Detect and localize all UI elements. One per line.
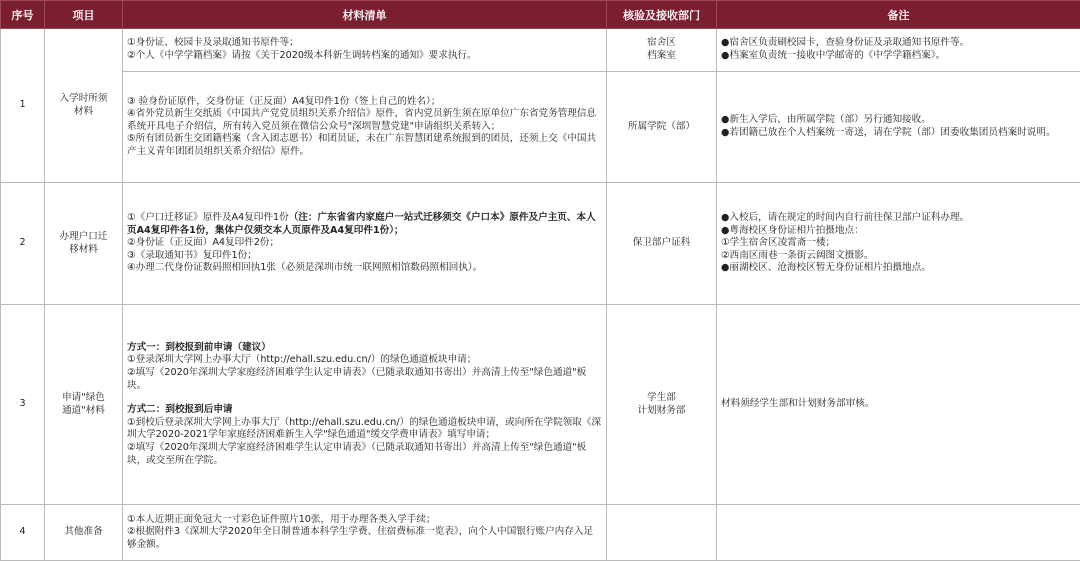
method2-title: 方式二：到校报到后申请 <box>127 404 233 416</box>
material-line: ①身份证、校园卡及录取通知书原件等； <box>127 37 299 49</box>
header-notes: 备注 <box>717 1 1080 29</box>
material-line: ⑤所有团员新生交团籍档案（含入团志愿书）和团员证，未在广东智慧团建系统报到的团员，还须上交《中国共产主义青年团团员组织关系介绍信》原件。 <box>127 133 597 157</box>
row-item: 办理户口迁移材料 <box>45 183 123 305</box>
note-line: ●宿舍区负责刷校园卡，查验身份证及录取通知书原件等。 <box>721 37 970 49</box>
note-line: ●丽湖校区、沧海校区暂无身份证相片拍摄地点。 <box>721 262 931 274</box>
material-bold-note: （注：广东省省内家庭户一站式迁移须交《户口本》原件及户主页、本人页A4复印件各1份，集体户仅须交本人页原件及A4复印件1份）； <box>127 212 596 236</box>
materials-cell <box>123 183 607 305</box>
dept-line: 宿舍区 <box>647 37 676 49</box>
dept-cell <box>607 505 717 561</box>
material-line <box>127 212 602 237</box>
dept-cell <box>607 305 717 505</box>
material-line: ③ 验身份证原件，交身份证（正反面）A4复印件1份（签上自己的姓名）； <box>127 95 441 107</box>
row-number: 2 <box>1 183 45 305</box>
header-materials: 材料清单 <box>123 1 607 29</box>
material-line: ④办理二代身份证数码照相回执1张（必须是深圳市统一联网照相馆数码照相回执）。 <box>127 262 483 274</box>
material-line: ③《录取通知书》复印件1份； <box>127 249 257 261</box>
material-line: ①登录深圳大学网上办事大厅（http://ehall.szu.edu.cn/）的绿色通道板块申请； <box>127 354 477 366</box>
row-number: 3 <box>1 305 45 505</box>
table-row <box>1 305 1080 505</box>
note-line: ②西南区雨巷一条街云阔图文摄影。 <box>721 249 874 261</box>
materials-cell <box>123 305 607 505</box>
table-row <box>1 72 1080 183</box>
materials-cell <box>123 29 607 72</box>
note-line: ●入校后，请在规定的时间内自行前往保卫部户证科办理。 <box>721 212 970 224</box>
note-line: ●档案室负责统一接收中学邮寄的《中学学籍档案》。 <box>721 50 946 61</box>
dept-cell <box>607 29 717 72</box>
note-line: ●新生入学后，由所属学院（部）另行通知接收。 <box>721 114 931 126</box>
spacer <box>127 392 602 404</box>
material-line: ②根据附件3《深圳大学2020年全日制普通本科学生学费、住宿费标准一览表》，向个人中国银行账户内存入足够金额。 <box>127 526 594 550</box>
dept-line: 档案室 <box>647 50 676 61</box>
dept-line: 学生部 <box>647 391 676 403</box>
dept-line: 计划财务部 <box>637 404 686 416</box>
row-number: 1 <box>1 29 45 183</box>
row-item: 其他准备 <box>45 505 123 561</box>
notes-cell <box>717 183 1080 305</box>
materials-cell <box>123 72 607 183</box>
notes-cell <box>717 505 1080 561</box>
note-line: ①学生宿舍区凌霄斋一楼； <box>721 237 836 249</box>
table-row <box>1 29 1080 72</box>
row-number: 4 <box>1 505 45 561</box>
materials-cell <box>123 505 607 561</box>
note-line: ●若团籍已放在个人档案统一寄送，请在学院（部）团委收集团员档案时说明。 <box>721 127 1056 138</box>
material-line: ①本人近期正面免冠大一寸彩色证件照片10张，用于办理各类入学手续； <box>127 513 436 525</box>
table-header-row <box>1 1 1080 29</box>
note-line: ●粤海校区身份证相片拍摄地点： <box>721 224 864 236</box>
material-line: ②填写《2020年深圳大学家庭经济困难学生认定申请表》（已随录取通知书寄出）并高清上传至"绿色通道"板块。 <box>127 367 587 391</box>
dept-cell: 保卫部户证科 <box>607 183 717 305</box>
method1-title: 方式一：到校报到前申请（建议） <box>127 341 271 353</box>
material-line: ②身份证（正反面）A4复印件2份； <box>127 237 280 249</box>
material-line: ④省外党员新生交纸质《中国共产党党员组织关系介绍信》原件，省内党员新生须在原单位广东省党务管理信息系统开具电子介绍信，所有转入党员须在微信公众号"深圳智慧党建"申请组织关系转入； <box>127 108 597 132</box>
material-line: ②个人《中学学籍档案》请按《关于2020级本科新生调转档案的通知》要求执行。 <box>127 50 477 61</box>
row-item: 申请"绿色通道"材料 <box>45 305 123 505</box>
notes-cell <box>717 29 1080 72</box>
dept-cell: 所属学院（部） <box>607 72 717 183</box>
header-dept: 核验及接收部门 <box>607 1 717 29</box>
notes-cell: 材料须经学生部和计划财务部审核。 <box>717 305 1080 505</box>
notes-cell <box>717 72 1080 183</box>
table-row <box>1 183 1080 305</box>
row-item: 入学时所须材料 <box>45 29 123 183</box>
material-line: ①到校后登录深圳大学网上办事大厅（http://ehall.szu.edu.cn/）的绿色通道板块申请，或向所在学院领取《深圳大学2020-2021学年家庭经济困难新生入学"绿色通道"缓交学费申请表》填写申请； <box>127 416 602 441</box>
material-prefix: ①《户口迁移证》原件及A4复印件1份 <box>127 212 289 224</box>
material-line: ②填写《2020年深圳大学家庭经济困难学生认定申请表》（已随录取通知书寄出）并高清上传至"绿色通道"板块，或交至所在学院。 <box>127 441 587 466</box>
table-row <box>1 505 1080 561</box>
header-no: 序号 <box>1 1 45 29</box>
header-item: 项目 <box>45 1 123 29</box>
